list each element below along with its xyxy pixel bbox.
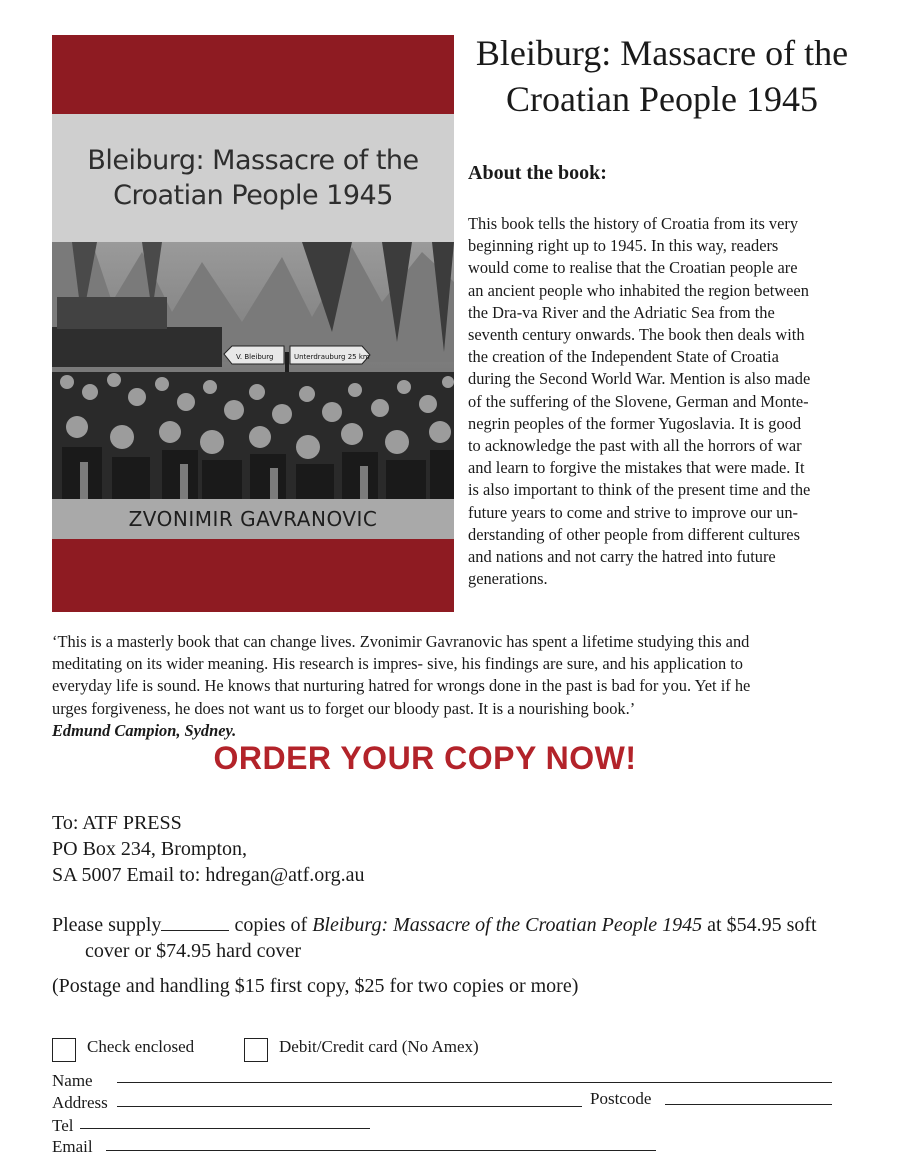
quote-line: everyday life is sound. He knows that nurturing hatred for wrongs done in the past is bad for you. Yet if he: [52, 676, 751, 696]
about-line: of the suffering of the Slovene, German and Monte-: [468, 391, 809, 411]
quote-line: meditating on its wider meaning. His research is impres- sive, his findings are sure, and his application to: [52, 654, 743, 674]
about-heading: About the book:: [468, 162, 607, 184]
address-field[interactable]: [117, 1106, 582, 1107]
check-enclosed-label: Check enclosed: [87, 1037, 195, 1056]
check-enclosed-checkbox[interactable]: [52, 1038, 76, 1062]
signpost-right-text: Unterdrauburg 25 km: [294, 353, 370, 361]
name-field[interactable]: [117, 1082, 832, 1083]
book-cover: [52, 35, 454, 612]
about-line: and learn to forgive the mistakes that were made. It: [468, 458, 805, 478]
page-title-line1: Bleiburg: Massacre of the: [475, 33, 849, 73]
cover-author: ZVONIMIR GAVRANOVIC: [128, 507, 378, 531]
about-line: an ancient people who inhabited the region between: [468, 280, 809, 300]
quote-line: urges forgiveness, he does not want us to forget our bloody past. It is a nourishing book.’: [52, 698, 636, 718]
supply-mid: copies of: [229, 914, 313, 936]
order-headline: ORDER YOUR COPY NOW!: [213, 740, 637, 776]
email-field[interactable]: [106, 1150, 656, 1151]
about-line: beginning right up to 1945. In this way, readers: [468, 236, 779, 256]
card-payment-checkbox[interactable]: [244, 1038, 268, 1062]
page-title: [462, 30, 862, 122]
about-line: and nations and not carry the hatred into future: [468, 547, 776, 567]
cover-title-line2: Croatian People 1945: [113, 180, 393, 211]
about-line: the creation of the Independent State of Croatia: [468, 347, 779, 367]
about-line: This book tells the history of Croatia from its very: [468, 214, 799, 233]
cover-author-band: [52, 499, 454, 539]
supply-line2: cover or $74.95 hard cover: [85, 940, 302, 962]
copies-blank[interactable]: [161, 912, 229, 931]
about-line: to acknowledge the past with all the horrors of war: [468, 436, 802, 456]
cover-photo-image: [52, 242, 454, 499]
about-line: is also important to think of the present time and the: [468, 480, 811, 500]
about-line: future years to come and strive to improve our un-: [468, 502, 798, 522]
supply-prefix: Please supply: [52, 914, 162, 936]
page-title-line2: Croatian People 1945: [506, 79, 818, 119]
address-line: SA 5007 Email to: hdregan@atf.org.au: [52, 864, 365, 886]
review-quote: [52, 631, 862, 742]
postcode-field[interactable]: [665, 1104, 832, 1105]
address-line: PO Box 234, Brompton,: [52, 838, 248, 860]
about-body: [468, 213, 863, 590]
signpost-left-text: V. Bleiburg: [236, 353, 274, 361]
cover-title-line1: Bleiburg: Massacre of the: [87, 145, 419, 176]
address-line: To: ATF PRESS: [52, 812, 182, 834]
about-line: during the Second World War. Mention is also made: [468, 369, 811, 389]
quote-author: Edmund Campion, Sydney.: [52, 720, 237, 740]
tel-label: Tel: [52, 1116, 74, 1135]
about-line: would come to realise that the Croatian people are: [468, 258, 798, 278]
about-line: the Dra-va River and the Adriatic Sea from the: [468, 302, 775, 322]
supply-request: [52, 912, 872, 964]
about-line: negrin peoples of the former Yugoslavia. It is good: [468, 413, 802, 433]
about-line: seventh century onwards. The book then deals with: [468, 325, 805, 345]
about-line: generations.: [468, 569, 548, 589]
cover-title-band: [52, 114, 454, 242]
postage-note: (Postage and handling $15 first copy, $25 for two copies or more): [52, 975, 579, 997]
supply-suffix: at $54.95 soft: [702, 914, 817, 936]
quote-line: ‘This is a masterly book that can change lives. Zvonimir Gavranovic has spent a lifetime studying this and: [52, 632, 750, 651]
about-line: derstanding of other people from different cultures: [468, 524, 800, 544]
email-label: Email: [52, 1137, 93, 1156]
order-address: [52, 810, 364, 888]
card-payment-label: Debit/Credit card (No Amex): [279, 1037, 479, 1056]
name-label: Name: [52, 1071, 93, 1090]
address-label: Address: [52, 1093, 108, 1112]
postcode-label: Postcode: [590, 1089, 652, 1108]
supply-title: Bleiburg: Massacre of the Croatian People 1945: [312, 914, 703, 936]
cover-photo: [52, 242, 454, 499]
tel-field[interactable]: [80, 1128, 370, 1129]
